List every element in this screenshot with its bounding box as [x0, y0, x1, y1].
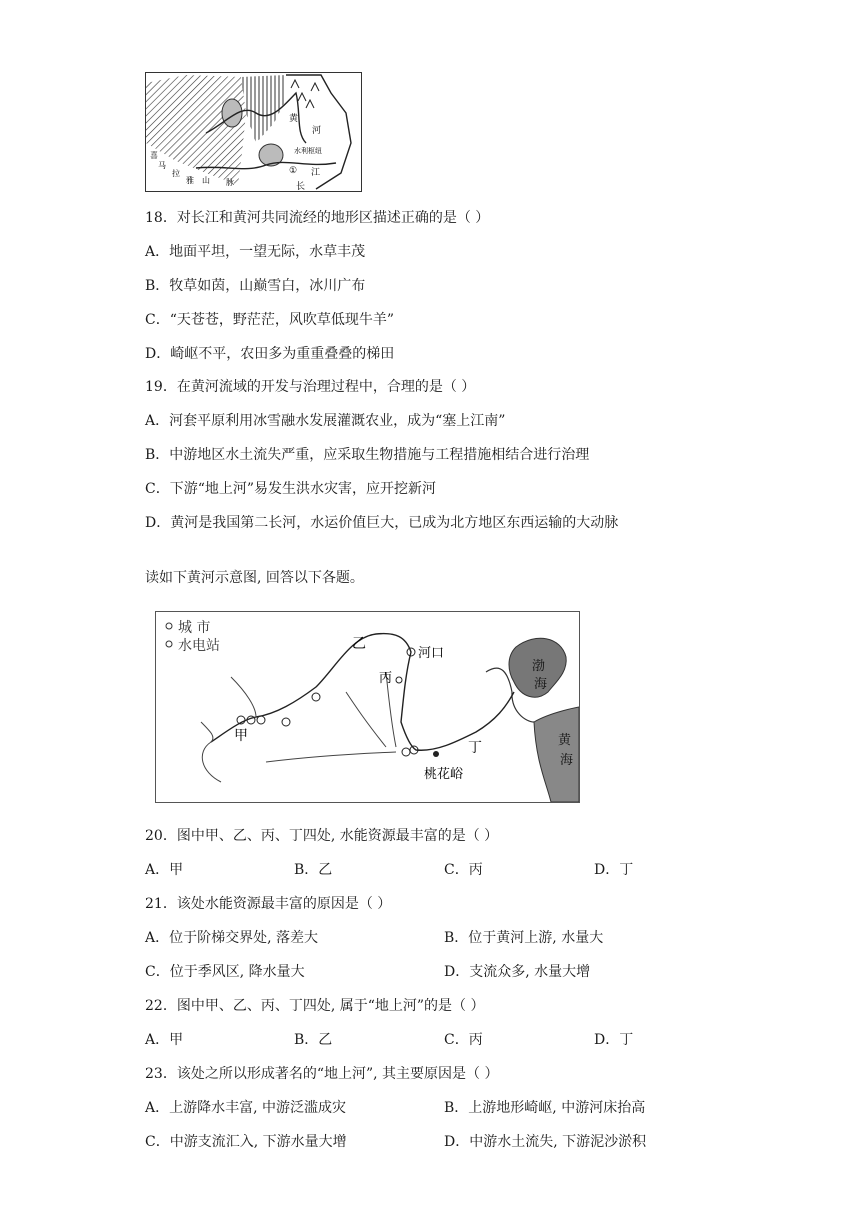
station-6 [402, 748, 410, 756]
label-jiang: 江 [311, 168, 321, 178]
q21-option-b[interactable]: B．位于黄河上游, 水量大 [444, 930, 604, 946]
label-chang: 长 [296, 182, 306, 191]
label-yi: 乙 [352, 636, 366, 652]
q19-stem: 19．在黄河流域的开发与治理过程中，合理的是（ ） [145, 379, 476, 395]
label-mai: 脉 [226, 178, 234, 187]
label-ya: 雅 [186, 176, 194, 185]
q18-option-a[interactable]: A．地面平坦，一望无际，水草丰茂 [145, 244, 366, 260]
map-yellow-river [155, 611, 580, 803]
q20-stem: 20．图中甲、乙、丙、丁四处, 水能资源最丰富的是（ ） [145, 828, 499, 844]
label-huang: 黄 [289, 114, 299, 124]
q22-stem: 22．图中甲、乙、丙、丁四处, 属于“地上河”的是（ ） [145, 998, 485, 1014]
label-circle1: ① [289, 166, 298, 176]
q23-option-c[interactable]: C．中游支流汇入, 下游水量大增 [145, 1134, 347, 1150]
q19-option-c[interactable]: C．下游“地上河”易发生洪水灾害，应开挖新河 [145, 481, 437, 497]
q22-option-c[interactable]: C．丙 [444, 1032, 483, 1048]
city-taohuayu [433, 751, 439, 757]
legend-city-label: 城 市 [178, 620, 211, 636]
q22-option-d[interactable]: D．丁 [594, 1032, 634, 1048]
map1-svg [146, 73, 361, 191]
label-ma: 马 [158, 161, 166, 170]
q21-option-a[interactable]: A．位于阶梯交界处, 落差大 [145, 930, 319, 946]
label-hai2: 海 [560, 753, 574, 768]
q18-option-c[interactable]: C．“天苍苍，野茫茫，风吹草低现牛羊” [145, 312, 395, 328]
q20-option-a[interactable]: A．甲 [145, 862, 184, 878]
label-hekou: 河口 [418, 646, 445, 661]
q19-option-a[interactable]: A．河套平原利用冰雪融水发展灌溉农业，成为“塞上江南” [145, 413, 506, 429]
station-bing [396, 677, 402, 683]
q21-option-d[interactable]: D．支流众多, 水量大增 [444, 964, 591, 980]
q22-option-a[interactable]: A．甲 [145, 1032, 184, 1048]
q20-option-d[interactable]: D．丁 [594, 862, 634, 878]
q19-option-d[interactable]: D．黄河是我国第二长河，水运价值巨大，已成为北方地区东西运输的大动脉 [145, 515, 619, 531]
label-ding: 丁 [468, 740, 482, 756]
tributary-3 [346, 692, 386, 747]
label-huang: 黄 [558, 733, 572, 748]
q18-stem: 18．对长江和黄河共同流经的地形区描述正确的是（ ） [145, 210, 490, 226]
map2-svg [156, 612, 579, 802]
station-5 [312, 693, 320, 701]
tributary-1 [231, 677, 256, 717]
station-3 [257, 716, 265, 724]
label-he: 河 [312, 126, 322, 136]
label-xi: 喜 [150, 151, 158, 160]
label-project: 水利枢纽 [294, 147, 322, 155]
tributary-2 [201, 722, 221, 782]
q19-option-b[interactable]: B．中游地区水土流失严重，应采取生物措施与工程措施相结合进行治理 [145, 447, 590, 463]
label-taohuayu: 桃花峪 [424, 767, 464, 782]
map-yangtze-yellow-river [145, 72, 362, 192]
label-la: 拉 [172, 169, 180, 178]
station-4 [282, 718, 290, 726]
q20-option-c[interactable]: C．丙 [444, 862, 483, 878]
legend-station-label: 水电站 [178, 638, 220, 654]
q22-option-b[interactable]: B．乙 [294, 1032, 333, 1048]
q23-option-b[interactable]: B．上游地形崎岖, 中游河床抬高 [444, 1100, 646, 1116]
q23-option-d[interactable]: D．中游水土流失, 下游泥沙淤积 [444, 1134, 647, 1150]
q23-stem: 23．该处之所以形成著名的“地上河”, 其主要原因是（ ） [145, 1066, 499, 1082]
q21-option-c[interactable]: C．位于季风区, 降水量大 [145, 964, 305, 980]
legend-station-icon [166, 641, 172, 647]
label-shan: 山 [202, 176, 210, 185]
legend-city-icon [166, 623, 172, 629]
q18-option-b[interactable]: B．牧草如茵，山巅雪白，冰川广布 [145, 278, 366, 294]
tributary-5 [266, 752, 396, 762]
label-bo: 渤 [532, 659, 546, 674]
q21-stem: 21．该处水能资源最丰富的原因是（ ） [145, 896, 392, 912]
label-bing: 丙 [379, 671, 393, 686]
label-jia: 甲 [234, 728, 248, 744]
label-hai1: 海 [534, 677, 548, 692]
section-intro: 读如下黄河示意图, 回答以下各题。 [145, 570, 364, 586]
q18-option-d[interactable]: D．崎岖不平，农田多为重重叠叠的梯田 [145, 346, 395, 362]
q20-option-b[interactable]: B．乙 [294, 862, 333, 878]
q23-option-a[interactable]: A．上游降水丰富, 中游泛滥成灾 [145, 1100, 347, 1116]
